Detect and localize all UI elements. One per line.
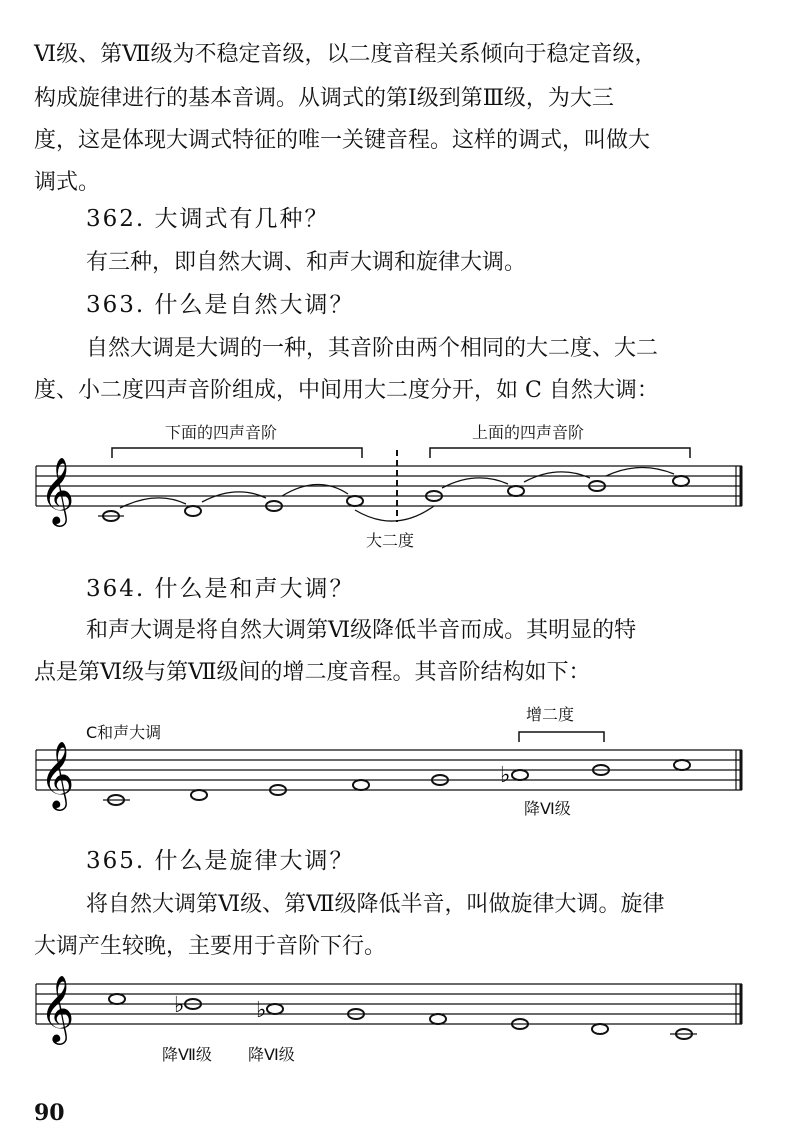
answer-362: 有三种，即自然大调、和声大调和旋律大调。 — [86, 250, 527, 275]
upper-tetrachord-label: 上面的四声音阶 — [472, 423, 585, 442]
note-a — [508, 486, 524, 496]
note-c2 — [673, 476, 689, 486]
treble-clef-icon: 𝄞 — [40, 974, 75, 1042]
question-363: 363. 什么是自然大调？ — [86, 292, 355, 318]
harmonic-major-title: C和声大调 — [86, 723, 162, 742]
treble-clef-icon: 𝄞 — [40, 456, 75, 524]
answer-363-line-2: 度、小二度四声音阶组成，中间用大二度分开，如 C 自然大调： — [34, 378, 659, 403]
page-number: 90 — [34, 1100, 65, 1126]
flat-sixth-label: 降Ⅵ级 — [248, 1045, 295, 1064]
augmented-second-bracket — [519, 732, 604, 742]
question-365: 365. 什么是旋律大调？ — [86, 848, 355, 874]
lower-tetrachord-label: 下面的四声音阶 — [165, 423, 278, 442]
answer-365-line-2: 大调产生较晚，主要用于音阶下行。 — [34, 934, 387, 959]
intro-line-3: 度，这是体现大调式特征的唯一关键音程。这样的调式，叫做大 — [34, 128, 651, 153]
melodic-major-staff — [0, 972, 789, 1072]
flat-icon: ♭ — [256, 998, 267, 1023]
natural-major-staff — [0, 410, 789, 560]
gap-interval-label: 大二度 — [366, 531, 415, 550]
intro-line-4: 调式。 — [34, 170, 101, 195]
answer-364-line-2: 点是第Ⅵ级与第Ⅶ级间的增二度音程。其音阶结构如下： — [34, 660, 591, 685]
answer-363-line-1: 自然大调是大调的一种，其音阶由两个相同的大二度、大二 — [86, 336, 659, 361]
flat-icon: ♭ — [174, 993, 185, 1018]
question-364: 364. 什么是和声大调？ — [86, 576, 355, 602]
lower-tetrachord-bracket — [112, 448, 362, 458]
answer-365-line-1: 将自然大调第Ⅵ级、第Ⅶ级降低半音，叫做旋律大调。旋律 — [86, 892, 665, 917]
note-d — [185, 506, 201, 516]
upper-tetrachord-bracket — [430, 448, 690, 458]
flat-icon: ♭ — [500, 763, 511, 788]
flat-sixth-label: 降Ⅵ级 — [524, 799, 571, 818]
question-362: 362. 大调式有几种？ — [86, 206, 330, 232]
treble-clef-icon: 𝄞 — [40, 740, 75, 808]
intro-line-1: Ⅵ级、第Ⅶ级为不稳定音级，以二度音程关系倾向于稳定音级， — [34, 42, 657, 67]
note-f — [347, 496, 363, 506]
answer-364-line-1: 和声大调是将自然大调第Ⅵ级降低半音而成。其明显的特 — [86, 618, 637, 643]
flat-seventh-label: 降Ⅶ级 — [162, 1045, 212, 1064]
harmonic-major-staff — [0, 698, 789, 828]
augmented-second-label: 增二度 — [526, 705, 575, 724]
intro-line-2: 构成旋律进行的基本音调。从调式的第Ⅰ级到第Ⅲ级，为大三 — [34, 86, 614, 111]
